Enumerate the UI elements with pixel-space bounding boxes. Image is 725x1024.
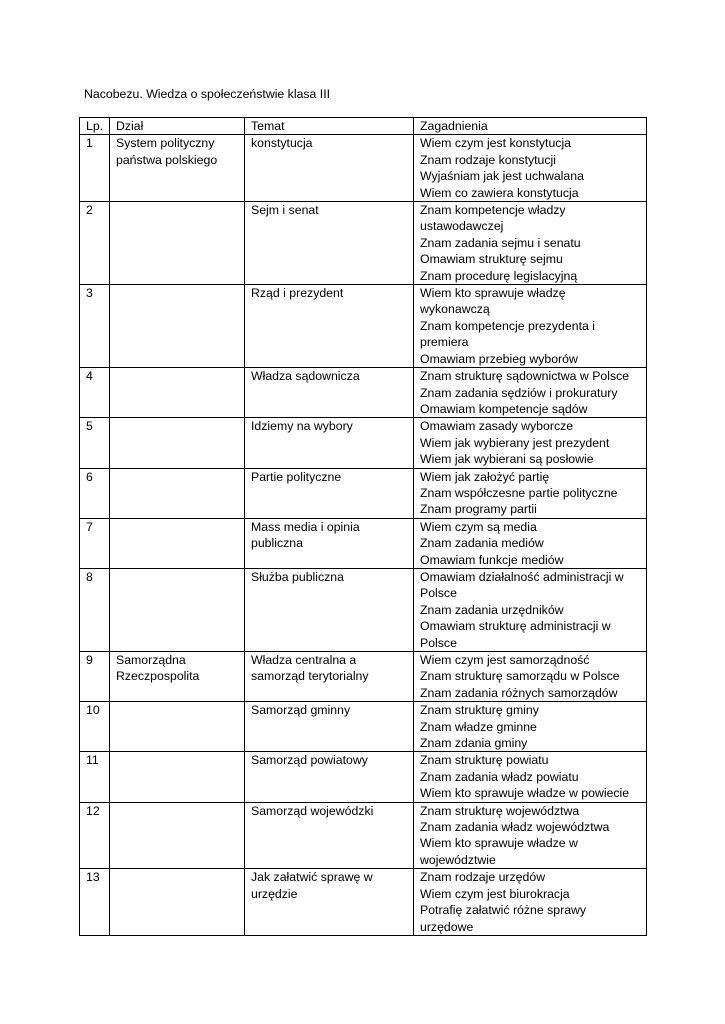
cell-zagadnienia xyxy=(414,518,647,568)
table-row xyxy=(80,752,647,802)
cell-dzial xyxy=(110,702,245,752)
cell-dzial xyxy=(110,135,245,202)
cell-lp: 12 xyxy=(80,802,110,869)
cell-dzial xyxy=(110,285,245,368)
cell-line: Znam zadania sędziów i prokuratury xyxy=(420,385,618,400)
cell-line: Znam strukturę powiatu xyxy=(420,753,549,768)
cell-temat xyxy=(245,802,414,869)
cell-line: Idziemy na wybory xyxy=(251,419,353,434)
cell-line: Mass media i opinia xyxy=(251,519,360,534)
cell-line: Wiem jak wybierany jest prezydent xyxy=(420,435,610,450)
cell-temat xyxy=(245,869,414,936)
cell-lp: 8 xyxy=(80,568,110,651)
table-row xyxy=(80,869,647,936)
cell-line: Omawiam strukturę administracji w xyxy=(420,619,611,634)
header-temat: Temat xyxy=(245,118,414,135)
table-row xyxy=(80,418,647,468)
cell-lp: 4 xyxy=(80,368,110,418)
cell-zagadnienia xyxy=(414,368,647,418)
cell-line: Znam zdania gminy xyxy=(420,736,528,751)
cell-line: Wiem kto sprawuje władze w powiecie xyxy=(420,786,630,801)
cell-dzial xyxy=(110,468,245,518)
cell-zagadnienia xyxy=(414,802,647,869)
cell-line: Wiem kto sprawuje władze w xyxy=(420,836,578,851)
cell-line: wykonawczą xyxy=(420,302,490,317)
cell-line: Znam strukturę województwa xyxy=(420,803,580,818)
cell-temat xyxy=(245,368,414,418)
cell-line: Znam strukturę samorządu w Polsce xyxy=(420,669,620,684)
cell-temat xyxy=(245,702,414,752)
cell-line: Rzeczpospolita xyxy=(116,669,200,684)
cell-line: Potrafię załatwić różne sprawy xyxy=(420,903,587,918)
header-zagadnienia: Zagadnienia xyxy=(414,118,647,135)
cell-line: Omawiam działalność administracji w xyxy=(420,569,624,584)
cell-line: Polsce xyxy=(420,635,457,650)
cell-lp: 5 xyxy=(80,418,110,468)
cell-lp: 9 xyxy=(80,652,110,702)
cell-dzial xyxy=(110,368,245,418)
cell-temat xyxy=(245,285,414,368)
cell-line: Wiem jak założyć partię xyxy=(420,469,550,484)
cell-temat xyxy=(245,135,414,202)
cell-line: Partie polityczne xyxy=(251,469,342,484)
cell-line: Znam procedurę legislacyjną xyxy=(420,268,578,283)
cell-line: Sejm i senat xyxy=(251,203,319,218)
document-title: Nacobezu. Wiedza o społeczeństwie klasa III xyxy=(84,87,331,101)
cell-line: Samorządna xyxy=(116,653,186,667)
table-row xyxy=(80,652,647,702)
header-dzial: Dział xyxy=(110,118,245,135)
cell-dzial xyxy=(110,802,245,869)
table-row xyxy=(80,202,647,285)
table-row xyxy=(80,468,647,518)
cell-zagadnienia xyxy=(414,568,647,651)
cell-line: Wiem czym są media xyxy=(420,519,537,534)
cell-zagadnienia xyxy=(414,752,647,802)
cell-zagadnienia xyxy=(414,702,647,752)
cell-line: Znam zadania władz powiatu xyxy=(420,769,579,784)
cell-line: państwa polskiego xyxy=(116,152,218,167)
cell-line: Znam kompetencje władzy xyxy=(420,203,566,218)
table-header-row xyxy=(80,118,647,135)
table-row xyxy=(80,568,647,651)
cell-line: Samorząd powiatowy xyxy=(251,753,368,768)
cell-lp: 6 xyxy=(80,468,110,518)
cell-dzial xyxy=(110,869,245,936)
cell-lp: 7 xyxy=(80,518,110,568)
cell-line: Znam rodzaje konstytucji xyxy=(420,152,557,167)
table-body xyxy=(80,135,647,936)
cell-temat xyxy=(245,418,414,468)
cell-dzial xyxy=(110,202,245,285)
cell-line: Znam strukturę sądownictwa w Polsce xyxy=(420,369,630,384)
cell-line: Znam zadania władz województwa xyxy=(420,820,610,835)
cell-line: województwie xyxy=(420,852,496,867)
cell-zagadnienia xyxy=(414,869,647,936)
cell-line: ustawodawczej xyxy=(420,219,504,234)
cell-line: Jak załatwić sprawę w xyxy=(251,870,373,885)
cell-line: Omawiam kompetencje sądów xyxy=(420,401,588,416)
header-lp: Lp. xyxy=(80,118,110,135)
table-row xyxy=(80,802,647,869)
cell-line: Znam rodzaje urzędów xyxy=(420,870,546,885)
cell-line: samorząd terytorialny xyxy=(251,669,369,684)
cell-dzial xyxy=(110,518,245,568)
cell-temat xyxy=(245,518,414,568)
cell-zagadnienia xyxy=(414,202,647,285)
table-row xyxy=(80,518,647,568)
cell-line: konstytucja xyxy=(251,136,313,151)
cell-dzial xyxy=(110,418,245,468)
cell-line: urzędzie xyxy=(251,886,298,901)
cell-line: Znam strukturę gminy xyxy=(420,703,539,718)
cell-line: Wyjaśniam jak jest uchwalana xyxy=(420,169,584,184)
cell-line: Wiem czym jest biurokracja xyxy=(420,886,570,901)
cell-zagadnienia xyxy=(414,468,647,518)
cell-zagadnienia xyxy=(414,418,647,468)
cell-line: Rząd i prezydent xyxy=(251,286,344,301)
cell-lp: 13 xyxy=(80,869,110,936)
cell-line: Znam zadania mediów xyxy=(420,536,544,551)
cell-line: Wiem kto sprawuje władzę xyxy=(420,286,566,301)
cell-line: Polsce xyxy=(420,586,457,601)
cell-line: Omawiam przebieg wyborów xyxy=(420,351,578,366)
cell-dzial xyxy=(110,652,245,702)
cell-line: Władza sądownicza xyxy=(251,369,360,384)
cell-line: System polityczny xyxy=(116,136,215,151)
cell-temat xyxy=(245,652,414,702)
cell-dzial xyxy=(110,568,245,651)
cell-line: Wiem czym jest samorządność xyxy=(420,653,590,667)
cell-temat xyxy=(245,202,414,285)
cell-temat xyxy=(245,468,414,518)
table-row xyxy=(80,285,647,368)
cell-lp: 3 xyxy=(80,285,110,368)
cell-line: Znam programy partii xyxy=(420,502,537,517)
cell-lp: 10 xyxy=(80,702,110,752)
cell-line: Wiem jak wybierani są posłowie xyxy=(420,452,594,467)
cell-line: Samorząd gminny xyxy=(251,703,351,718)
cell-line: Samorząd wojewódzki xyxy=(251,803,374,818)
table-row xyxy=(80,368,647,418)
cell-line: Omawiam strukturę sejmu xyxy=(420,252,563,267)
cell-temat xyxy=(245,568,414,651)
cell-line: Znam władze gminne xyxy=(420,719,537,734)
cell-zagadnienia xyxy=(414,652,647,702)
cell-lp: 11 xyxy=(80,752,110,802)
cell-line: Znam zadania różnych samorządów xyxy=(420,685,618,700)
topics-table xyxy=(79,117,647,936)
cell-dzial xyxy=(110,752,245,802)
cell-line: Wiem czym jest konstytucja xyxy=(420,136,572,151)
cell-line: Omawiam funkcje mediów xyxy=(420,552,564,567)
cell-zagadnienia xyxy=(414,135,647,202)
cell-lp: 2 xyxy=(80,202,110,285)
cell-line: Znam zadania sejmu i senatu xyxy=(420,235,581,250)
cell-temat xyxy=(245,752,414,802)
cell-line: Omawiam zasady wyborcze xyxy=(420,419,574,434)
cell-line: Znam zadania urzędników xyxy=(420,602,564,617)
cell-line: publiczna xyxy=(251,536,303,551)
cell-line: Wiem co zawiera konstytucja xyxy=(420,185,579,200)
cell-line: Władza centralna a xyxy=(251,653,357,667)
table-row xyxy=(80,702,647,752)
cell-line: premiera xyxy=(420,335,469,350)
cell-line: Znam współczesne partie polityczne xyxy=(420,485,618,500)
cell-zagadnienia xyxy=(414,285,647,368)
cell-line: Znam kompetencje prezydenta i xyxy=(420,318,595,333)
cell-line: Służba publiczna xyxy=(251,569,344,584)
cell-line: urzędowe xyxy=(420,919,474,934)
table-row xyxy=(80,135,647,202)
cell-lp: 1 xyxy=(80,135,110,202)
